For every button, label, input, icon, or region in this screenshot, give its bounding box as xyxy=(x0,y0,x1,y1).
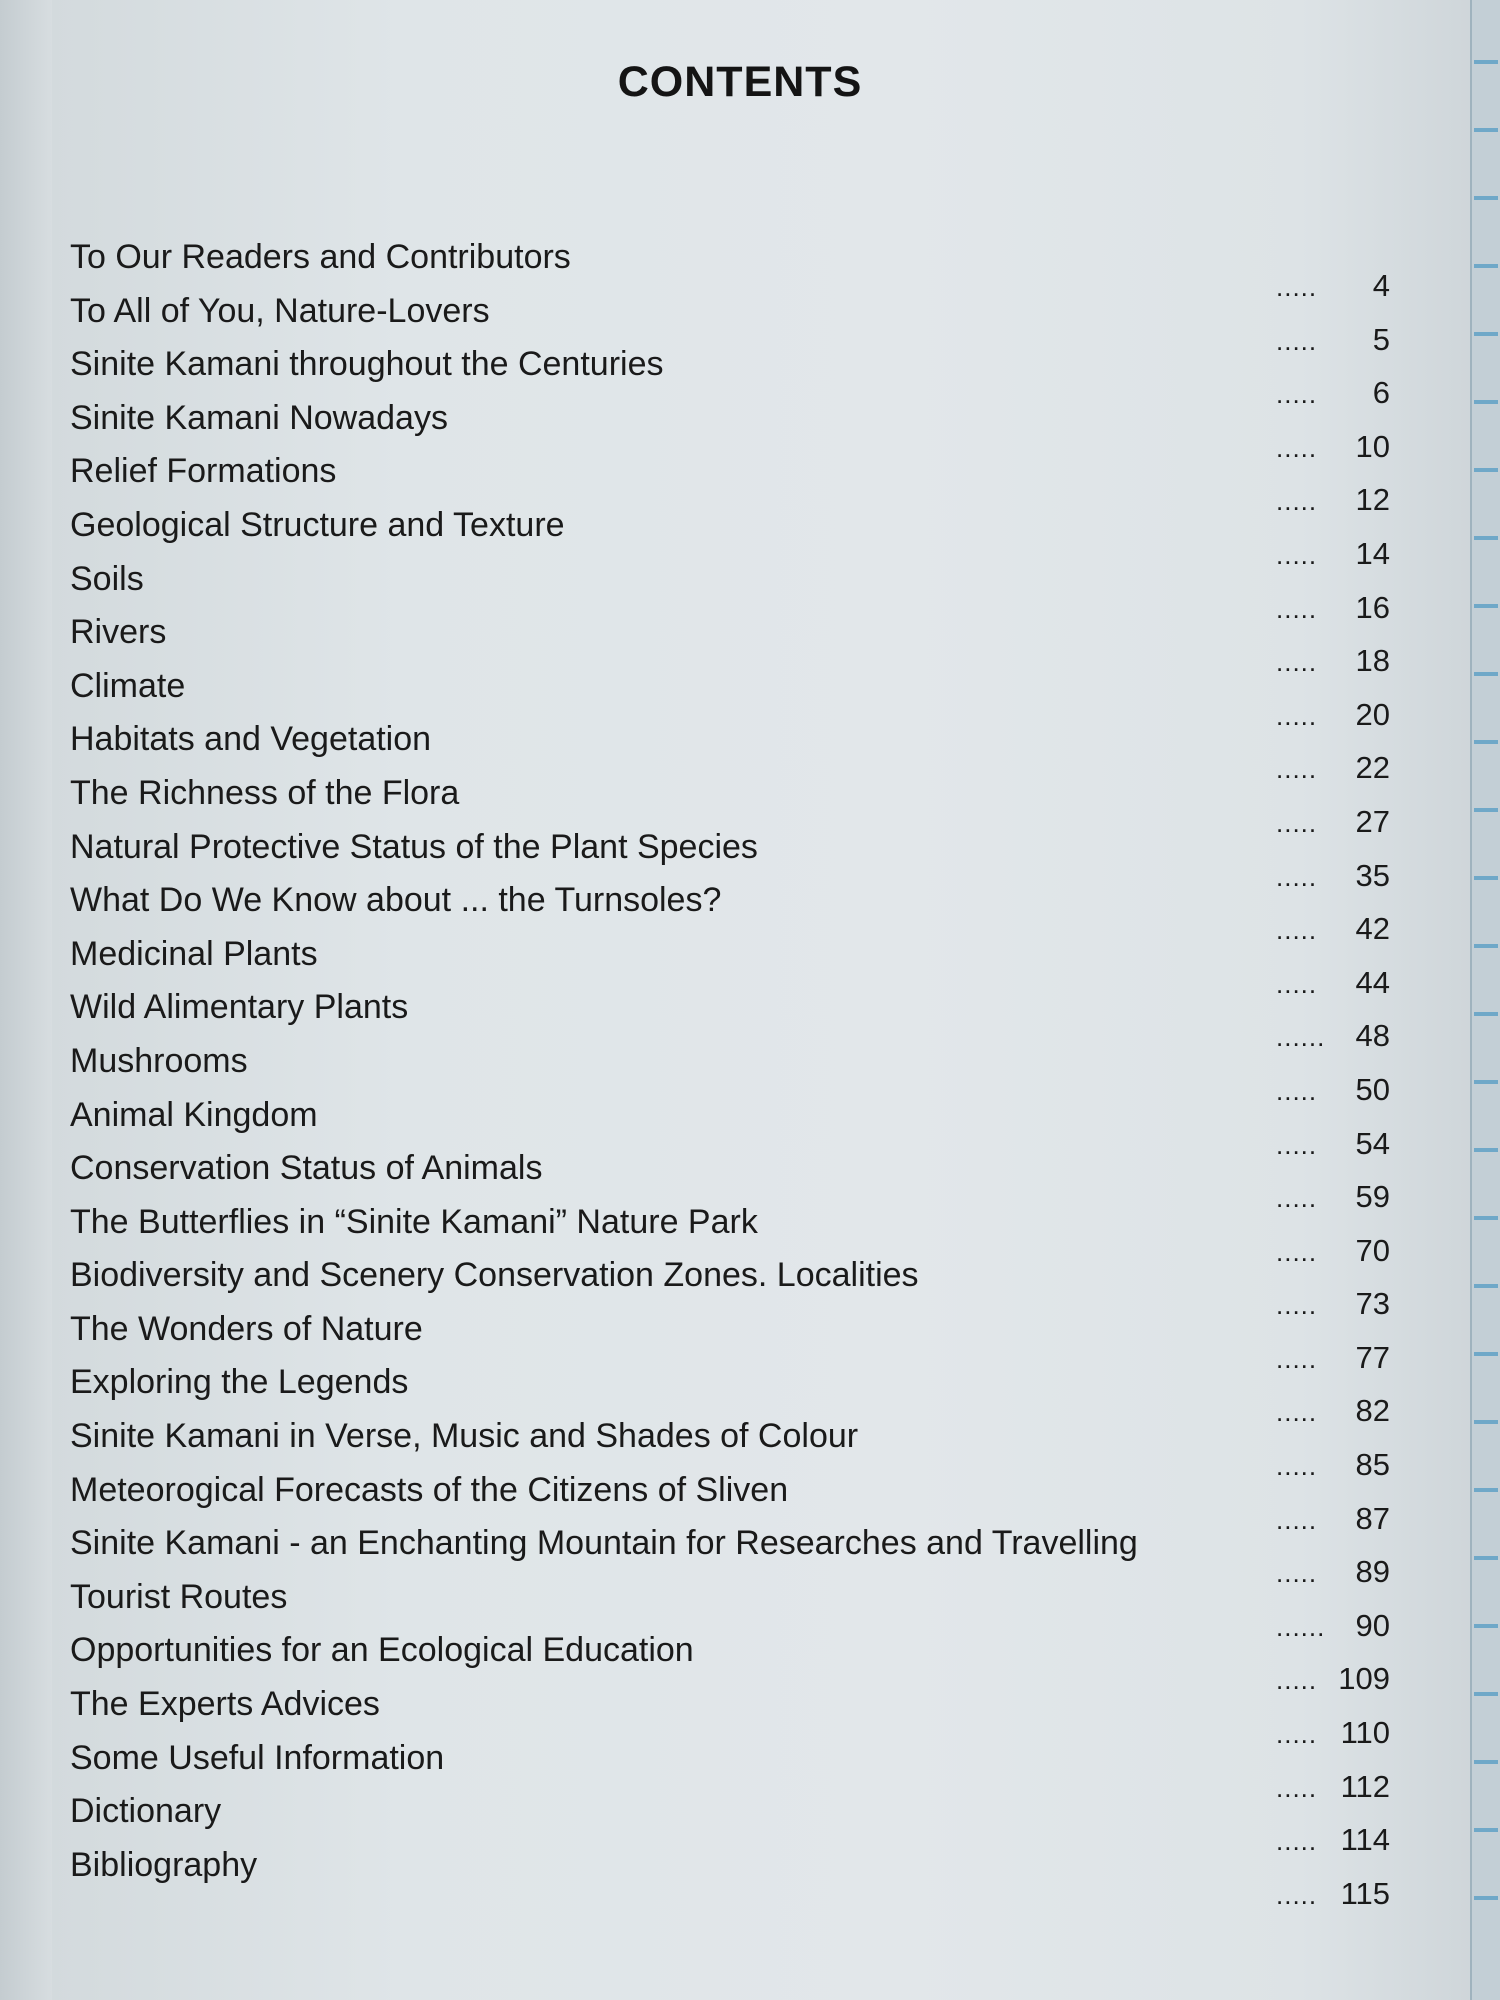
toc-entry xyxy=(70,720,1390,786)
table-of-contents xyxy=(70,238,1390,1911)
toc-entry-title: Exploring the Legends xyxy=(70,1363,409,1402)
toc-entry xyxy=(70,1149,1390,1215)
page-edge-mark xyxy=(1474,536,1498,540)
toc-entry-leader-dots: ..... xyxy=(1276,1772,1318,1803)
toc-entry-leader-dots: ..... xyxy=(1276,432,1318,463)
toc-entry-title: Meteorogical Forecasts of the Citizens of Sliven xyxy=(70,1470,789,1509)
page-edge-mark xyxy=(1474,1896,1498,1900)
page-edge-mark xyxy=(1474,1284,1498,1288)
page-edge-mark xyxy=(1474,740,1498,744)
toc-entry-page-number: 27 xyxy=(1355,803,1390,839)
toc-entry xyxy=(70,505,1390,571)
toc-entry-title: Relief Formations xyxy=(70,452,337,491)
toc-entry xyxy=(70,1792,1390,1858)
toc-entry-leader-dots: ..... xyxy=(1276,1343,1318,1374)
toc-entry-leader-dots: ..... xyxy=(1276,1826,1318,1857)
page-spine-shadow xyxy=(0,0,52,2000)
toc-entry-page-number: 59 xyxy=(1355,1179,1390,1215)
toc-entry xyxy=(70,988,1390,1054)
toc-entry-leader-dots: ..... xyxy=(1276,1665,1318,1696)
toc-entry-title: The Wonders of Nature xyxy=(70,1309,423,1348)
toc-entry-title: Geological Structure and Texture xyxy=(70,505,565,544)
toc-entry-page-number: 10 xyxy=(1355,428,1390,464)
toc-entry-page-number: 35 xyxy=(1355,857,1390,893)
toc-entry-leader-dots: ..... xyxy=(1276,915,1318,946)
toc-entry-title: Biodiversity and Scenery Conservation Zones. Localities xyxy=(70,1256,919,1295)
page-edge-mark xyxy=(1474,1828,1498,1832)
toc-entry xyxy=(70,238,1390,303)
toc-entry-title: Habitats and Vegetation xyxy=(70,720,432,759)
toc-entry xyxy=(70,1309,1390,1375)
toc-entry-leader-dots: ..... xyxy=(1276,1397,1318,1428)
toc-entry-leader-dots: ..... xyxy=(1276,1129,1318,1160)
toc-entry-leader-dots: ..... xyxy=(1276,1719,1318,1750)
page-edge-mark xyxy=(1474,672,1498,676)
toc-entry xyxy=(70,1631,1390,1697)
toc-entry xyxy=(70,1524,1390,1590)
toc-entry xyxy=(70,452,1390,518)
toc-entry-leader-dots: ...... xyxy=(1276,1611,1326,1642)
toc-entry xyxy=(70,1202,1390,1268)
toc-entry-title: Bibliography xyxy=(70,1845,258,1884)
toc-entry-leader-dots: ..... xyxy=(1276,593,1318,624)
page-edge-mark xyxy=(1474,808,1498,812)
toc-entry-leader-dots: ..... xyxy=(1276,807,1318,838)
toc-entry-leader-dots: ..... xyxy=(1276,486,1318,517)
toc-entry xyxy=(70,559,1390,625)
page-edge-mark xyxy=(1474,1080,1498,1084)
toc-entry-page-number: 4 xyxy=(1372,268,1390,303)
toc-entry-title: The Richness of the Flora xyxy=(70,773,460,812)
toc-entry-title: Dictionary xyxy=(70,1792,222,1831)
toc-entry-leader-dots: ..... xyxy=(1276,1236,1318,1267)
toc-entry xyxy=(70,1363,1390,1429)
page-edge-mark xyxy=(1474,1624,1498,1628)
toc-entry-page-number: 42 xyxy=(1355,911,1390,947)
toc-entry-page-number: 16 xyxy=(1355,589,1390,625)
toc-entry-page-number: 82 xyxy=(1355,1393,1390,1429)
toc-entry-title: Sinite Kamani Nowadays xyxy=(70,398,448,437)
toc-entry xyxy=(70,934,1390,1000)
toc-entry-page-number: 54 xyxy=(1355,1125,1390,1161)
toc-entry-leader-dots: ..... xyxy=(1276,539,1318,570)
toc-entry-leader-dots: ..... xyxy=(1276,1558,1318,1589)
toc-entry-page-number: 50 xyxy=(1355,1071,1390,1107)
toc-entry-page-number: 112 xyxy=(1340,1768,1390,1804)
toc-entry-page-number: 87 xyxy=(1355,1500,1390,1536)
toc-entry-leader-dots: ..... xyxy=(1276,1879,1318,1910)
toc-entry-page-number: 77 xyxy=(1355,1339,1390,1375)
toc-entry xyxy=(70,345,1390,411)
page-edge-mark xyxy=(1474,604,1498,608)
page-edge-mark xyxy=(1474,264,1498,268)
toc-entry-page-number: 44 xyxy=(1355,964,1390,1000)
toc-entry-page-number: 12 xyxy=(1355,482,1390,518)
toc-entry-leader-dots: ..... xyxy=(1276,325,1318,356)
page-edge-mark xyxy=(1474,876,1498,880)
toc-entry-title: Natural Protective Status of the Plant Species xyxy=(70,827,758,866)
toc-entry-title: The Experts Advices xyxy=(70,1685,380,1724)
toc-entry-title: To Our Readers and Contributors xyxy=(70,238,571,276)
page-edge-mark xyxy=(1474,1012,1498,1016)
toc-entry-title: Sinite Kamani in Verse, Music and Shades of Colour xyxy=(70,1417,859,1456)
page-edge-mark xyxy=(1474,1692,1498,1696)
toc-entry-title: Soils xyxy=(70,559,144,598)
toc-entry-leader-dots: ..... xyxy=(1276,379,1318,410)
toc-entry xyxy=(70,827,1390,893)
toc-entry-title: Wild Alimentary Plants xyxy=(70,988,409,1027)
toc-entry xyxy=(70,1577,1390,1643)
toc-entry-page-number: 90 xyxy=(1355,1607,1390,1643)
toc-entry-page-number: 110 xyxy=(1340,1715,1390,1751)
toc-entry-title: To All of You, Nature-Lovers xyxy=(70,291,490,330)
toc-entry xyxy=(70,1470,1390,1536)
toc-entry-title: Mushrooms xyxy=(70,1041,248,1080)
toc-entry-title: Rivers xyxy=(70,613,167,652)
toc-entry-leader-dots: ..... xyxy=(1276,272,1318,302)
toc-entry-title: Climate xyxy=(70,666,186,705)
toc-entry xyxy=(70,1095,1390,1161)
toc-entry-leader-dots: ..... xyxy=(1276,700,1318,731)
toc-entry xyxy=(70,1041,1390,1107)
toc-entry xyxy=(70,613,1390,679)
toc-entry-page-number: 14 xyxy=(1355,535,1390,571)
toc-entry-title: Medicinal Plants xyxy=(70,934,318,973)
toc-entry-page-number: 70 xyxy=(1355,1232,1390,1268)
toc-entry xyxy=(70,1685,1390,1751)
page-edge-mark xyxy=(1474,944,1498,948)
toc-entry-title: What Do We Know about ... the Turnsoles? xyxy=(70,881,722,920)
toc-entry-page-number: 18 xyxy=(1355,643,1390,679)
toc-entry-leader-dots: ..... xyxy=(1276,647,1318,678)
page-edge-mark xyxy=(1474,1556,1498,1560)
toc-entry-page-number: 85 xyxy=(1355,1447,1390,1483)
toc-entry xyxy=(70,1417,1390,1483)
toc-entry-page-number: 48 xyxy=(1355,1018,1390,1054)
page-edge-mark xyxy=(1474,468,1498,472)
page-edge-mark xyxy=(1474,1420,1498,1424)
toc-entry-leader-dots: ..... xyxy=(1276,1075,1318,1106)
contents-title: CONTENTS xyxy=(617,58,863,106)
page-edge-mark xyxy=(1474,1760,1498,1764)
page-edge-mark xyxy=(1474,1148,1498,1152)
toc-entry-title: The Butterflies in “Sinite Kamani” Nature Park xyxy=(70,1202,758,1241)
page-edge-mark xyxy=(1474,400,1498,404)
toc-entry-leader-dots: ...... xyxy=(1276,1022,1326,1053)
toc-entry-title: Tourist Routes xyxy=(70,1577,288,1616)
toc-entry xyxy=(70,666,1390,732)
toc-entry xyxy=(70,1738,1390,1804)
toc-entry xyxy=(70,1845,1390,1911)
toc-entry xyxy=(70,291,1390,357)
toc-entry-page-number: 89 xyxy=(1355,1554,1390,1590)
toc-entry-title: Opportunities for an Ecological Education xyxy=(70,1631,694,1670)
toc-entry-page-number: 5 xyxy=(1372,321,1390,357)
toc-entry-title: Animal Kingdom xyxy=(70,1095,318,1134)
page-edge-stack xyxy=(1470,0,1500,2000)
page-edge-mark xyxy=(1474,332,1498,336)
toc-entry-page-number: 22 xyxy=(1355,750,1390,786)
toc-entry-leader-dots: ..... xyxy=(1276,1451,1318,1482)
toc-entry-title: Sinite Kamani - an Enchanting Mountain for Researches and Travelling xyxy=(70,1524,1138,1563)
toc-entry-page-number: 114 xyxy=(1340,1822,1390,1858)
page-edge-mark xyxy=(1474,196,1498,200)
toc-entry-leader-dots: ..... xyxy=(1276,754,1318,785)
toc-entry-leader-dots: ..... xyxy=(1276,1183,1318,1214)
page-edge-mark xyxy=(1474,1488,1498,1492)
toc-entry-page-number: 109 xyxy=(1338,1661,1390,1697)
toc-entry-leader-dots: ..... xyxy=(1276,861,1318,892)
toc-entry-page-number: 20 xyxy=(1355,696,1390,732)
toc-entry xyxy=(70,398,1390,464)
toc-entry-title: Sinite Kamani throughout the Centuries xyxy=(70,345,664,384)
toc-entry-leader-dots: ..... xyxy=(1276,1290,1318,1321)
page-edge-mark xyxy=(1474,128,1498,132)
toc-entry xyxy=(70,881,1390,947)
toc-entry-leader-dots: ..... xyxy=(1276,968,1318,999)
page-edge-mark xyxy=(1474,1216,1498,1220)
toc-entry-page-number: 73 xyxy=(1355,1286,1390,1322)
toc-entry-page-number: 115 xyxy=(1340,1875,1390,1911)
toc-entry xyxy=(70,773,1390,839)
toc-entry-title: Some Useful Information xyxy=(70,1738,445,1777)
toc-entry-leader-dots: ..... xyxy=(1276,1504,1318,1535)
toc-entry-page-number: 6 xyxy=(1372,375,1390,411)
toc-entry-title: Conservation Status of Animals xyxy=(70,1149,543,1188)
toc-entry xyxy=(70,1256,1390,1322)
page-edge-mark xyxy=(1474,1352,1498,1356)
